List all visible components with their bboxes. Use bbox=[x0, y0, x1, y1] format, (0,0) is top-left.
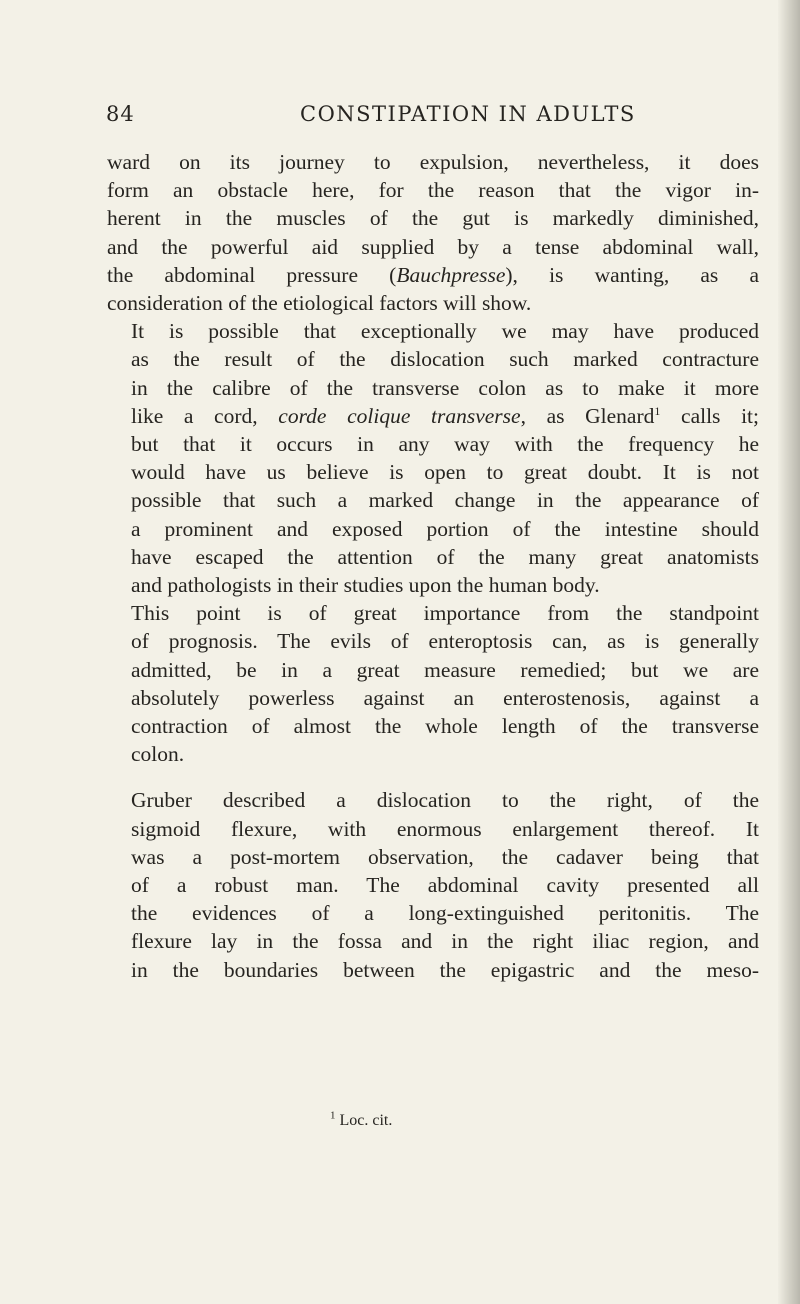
text-line: flexure lay in the fossa and in the right iliac region, and bbox=[131, 929, 759, 954]
text-line: ward on its journey to expulsion, nevertheless, it does bbox=[107, 150, 759, 174]
page-edge-shadow bbox=[778, 0, 800, 1304]
page-header bbox=[0, 90, 800, 130]
paragraph-2 bbox=[107, 317, 759, 599]
footnote-reference[interactable]: 1 bbox=[654, 403, 661, 418]
paragraph-4 bbox=[107, 786, 759, 983]
text-line: possible that such a marked change in the appearance of bbox=[131, 488, 759, 513]
running-head: CONSTIPATION IN ADULTS bbox=[300, 102, 636, 126]
text-line-italic-term: the abdominal pressure (Bauchpresse), is wanting, as a bbox=[107, 262, 760, 287]
text-line: admitted, be in a great measure remedied; but we are bbox=[131, 657, 759, 682]
text-line: have escaped the attention of the many great anatomists bbox=[131, 544, 759, 569]
text-line: and the powerful aid supplied by a tense abdominal wall, bbox=[107, 234, 759, 259]
italic-term: corde colique transverse bbox=[278, 403, 521, 428]
text-line: consideration of the etiological factors will show. bbox=[107, 291, 532, 316]
page-number: 84 bbox=[106, 102, 135, 126]
text-line: Gruber described a dislocation to the right, of the bbox=[131, 788, 759, 813]
text-line: contraction of almost the whole length of the transverse bbox=[131, 714, 759, 739]
text-line: but that it occurs in any way with the frequency he bbox=[131, 432, 759, 457]
text-line-italic-term: like a cord, corde colique transverse, as Glenard$^1$ calls it; bbox=[131, 403, 759, 428]
text-line: absolutely powerless against an enterostenosis, against a bbox=[131, 685, 759, 710]
text-line: the evidences of a long-extinguished peritonitis. The bbox=[131, 901, 759, 926]
text-line: herent in the muscles of the gut is markedly diminished, bbox=[107, 206, 759, 231]
text-line: was a post-mortem observation, the cadaver being that bbox=[131, 844, 759, 869]
footnote bbox=[330, 1109, 393, 1130]
text-line: form an obstacle here, for the reason that the vigor in- bbox=[107, 178, 759, 203]
paragraph-1 bbox=[107, 148, 759, 317]
text-line: would have us believe is open to great doubt. It is not bbox=[131, 460, 759, 485]
text-line: colon. bbox=[131, 742, 185, 767]
footnote-text: Loc. cit. bbox=[339, 1112, 393, 1129]
text-line: This point is of great importance from the standpoint bbox=[131, 601, 759, 626]
italic-term: Bauchpresse bbox=[396, 262, 506, 287]
footnote-marker: 1 bbox=[330, 1109, 336, 1122]
text-line: in the boundaries between the epigastric and the meso- bbox=[131, 957, 759, 982]
text-line: of a robust man. The abdominal cavity presented all bbox=[131, 873, 759, 898]
text-line: in the calibre of the transverse colon as to make it more bbox=[131, 375, 759, 400]
text-line: and pathologists in their studies upon the human body. bbox=[131, 573, 600, 598]
text-line: It is possible that exceptionally we may have produced bbox=[131, 319, 759, 344]
paragraph-3 bbox=[107, 599, 759, 768]
text-line: sigmoid flexure, with enormous enlargement thereof. It bbox=[131, 816, 759, 841]
text-line: as the result of the dislocation such marked contracture bbox=[131, 347, 759, 372]
body-text bbox=[107, 148, 759, 984]
text-line: of prognosis. The evils of enteroptosis can, as is generally bbox=[131, 629, 759, 654]
text-line: a prominent and exposed portion of the intestine should bbox=[131, 516, 759, 541]
